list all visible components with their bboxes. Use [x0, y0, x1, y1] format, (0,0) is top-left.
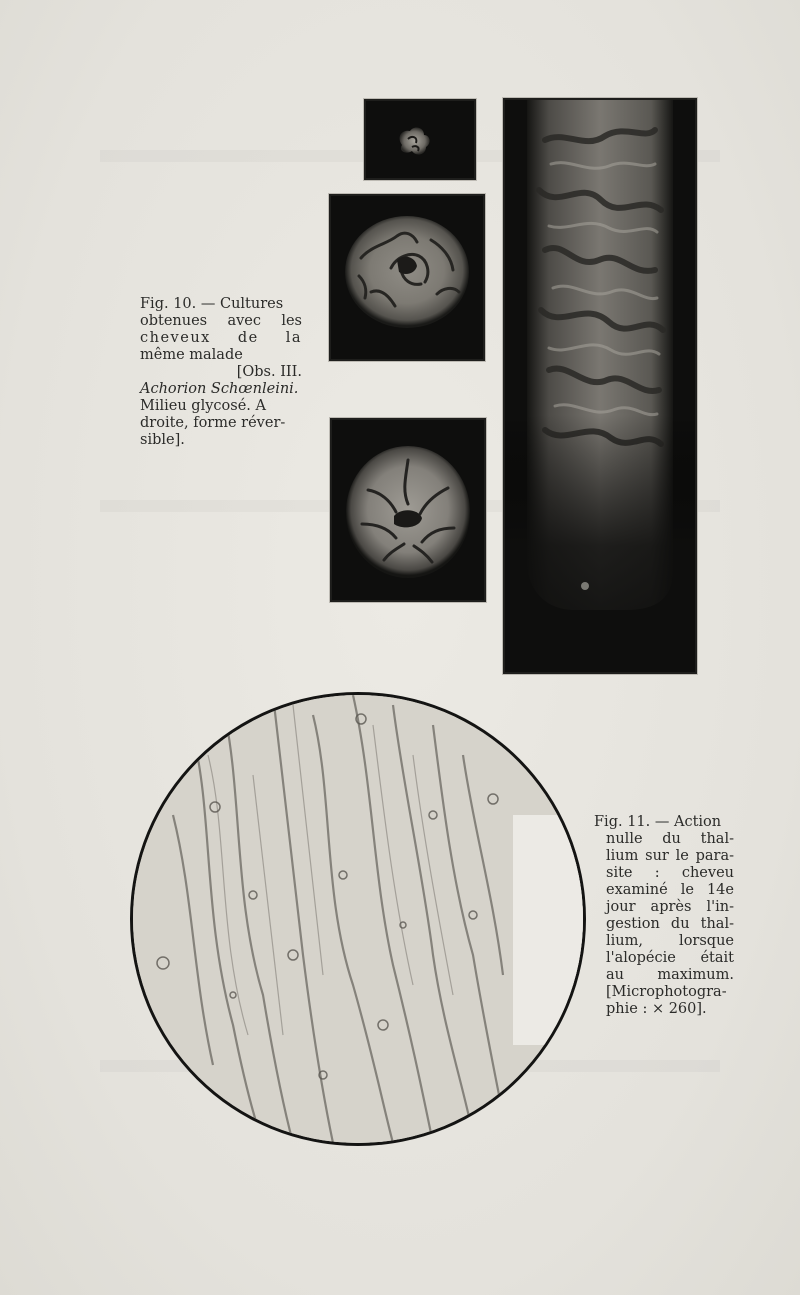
- caption-line: [Obs. III.: [236, 364, 302, 380]
- culture-photo-tube: [503, 98, 697, 674]
- caption-line: nulle du thal-: [606, 831, 734, 847]
- culture-photo-middle: [329, 194, 485, 361]
- caption-line: cheveux de la: [140, 330, 302, 346]
- caption-line: [Microphotogra-: [606, 984, 727, 1000]
- caption-line-species: Achorion Schœnleini.: [140, 381, 299, 397]
- caption-line: l'alopécie était: [606, 950, 734, 966]
- caption-line: même malade: [140, 347, 243, 363]
- caption-line: obtenues avec les: [140, 313, 302, 329]
- caption-line: lium sur le para-: [606, 848, 734, 864]
- caption-line: site : cheveu: [606, 865, 734, 881]
- caption-line: lium, lorsque: [606, 933, 734, 949]
- culture-photo-small: [364, 99, 476, 180]
- caption-line: Fig. 10. — Cultures: [140, 296, 284, 312]
- caption-line: au maximum.: [606, 967, 734, 983]
- caption-line: gestion du thal-: [606, 916, 734, 932]
- caption-line: jour après l'in-: [606, 899, 734, 915]
- culture-photo-lower: [330, 418, 486, 602]
- caption-line: sible].: [140, 432, 185, 448]
- caption-line: examiné le 14e: [606, 882, 734, 898]
- caption-line: phie : ⨯ 260].: [606, 1001, 707, 1017]
- microphotograph: [130, 692, 586, 1146]
- figure-10-caption: [140, 296, 302, 449]
- caption-line: Milieu glycosé. A: [140, 398, 266, 414]
- figure-11-caption: [594, 814, 734, 1018]
- caption-line: Fig. 11. — Action: [594, 814, 722, 830]
- caption-line: droite, forme réver-: [140, 415, 286, 431]
